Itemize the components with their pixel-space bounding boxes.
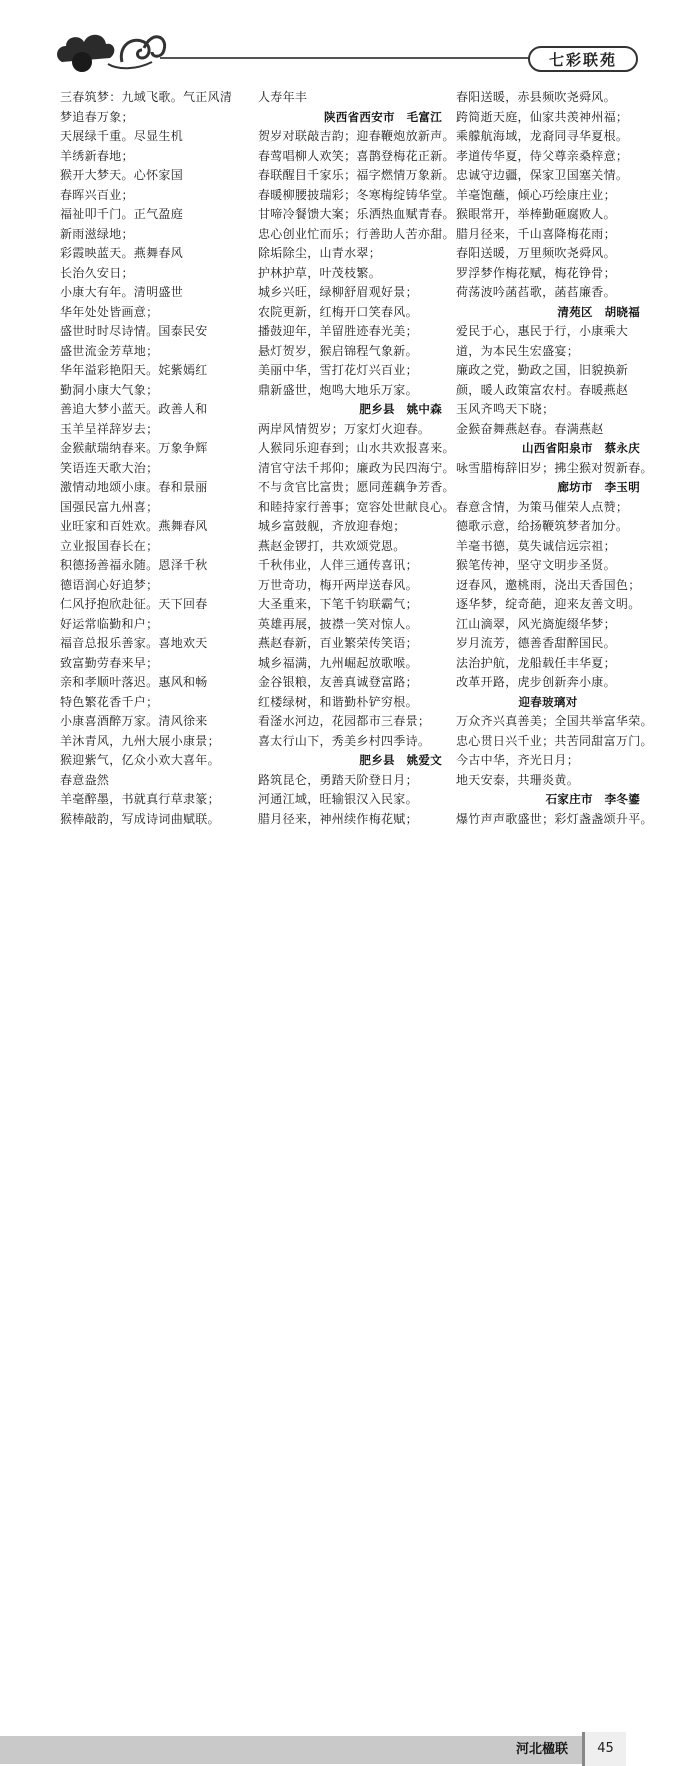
couplet-line: 羊毫饱蘸，倾心巧绘康庄业； — [456, 187, 616, 202]
couplet-line: 道，为本民生宏盛宴； — [456, 343, 580, 358]
couplet-line: 天展绿千重。尽显生机 — [60, 129, 184, 143]
author-line: 山西省阳泉市 蔡永庆 — [522, 441, 640, 455]
couplet-line: 积德扬善福永随。恩泽千秋 — [60, 558, 208, 572]
couplet-line: 猴开大梦天。心怀家国 — [60, 168, 184, 182]
couplet-line: 仁风抒抱欣赴征。天下回春 — [60, 597, 208, 611]
couplet-line: 新雨滋绿地； — [60, 226, 134, 241]
couplet-line: 两岸风情贺岁；万家灯火迎春。 — [258, 421, 431, 436]
couplet-line: 颜，暖人政策富农村。春暖燕赵 — [456, 382, 629, 397]
couplet-line: 华年溢彩艳阳天。姹紫嫣红 — [60, 363, 208, 377]
couplet-line: 万世奇功，梅开两岸送春风。 — [258, 577, 418, 592]
author-line: 肥乡县 姚中森 — [359, 402, 442, 416]
couplet-line: 不与贪官比富贵；愿同莲藕争芳香。 — [258, 480, 455, 494]
author-line: 陕西省西安市 毛富江 — [324, 109, 442, 124]
couplet-line: 羊毫醉墨，书就真行草隶篆； — [60, 792, 220, 806]
couplet-line: 城乡兴旺，绿柳舒眉观好景； — [258, 285, 418, 299]
couplet-line: 千秋伟业，人伴三通传喜讯； — [258, 558, 418, 572]
couplet-line: 春联醒目千家乐；福字燃情万象新。 — [258, 168, 455, 182]
couplet-line: 英雄再展，披襟一笑对惊人。 — [258, 616, 418, 631]
couplet-line: 大圣重来，下笔千钧联霸气； — [258, 597, 418, 611]
subheading: 迎春玻璃对 — [518, 694, 578, 709]
couplet-line: 看滏水河边，花园都市三春景； — [258, 714, 431, 728]
couplet-columns — [60, 88, 653, 858]
couplet-line: 除垢除尘，山青水翠； — [258, 246, 382, 260]
couplet-line: 羊毫书德，莫失诚信远宗祖； — [456, 538, 616, 553]
couplet-line: 今古中华，齐光日月； — [456, 753, 580, 767]
couplet-line: 清官守法千邦仰；廉政为民四海宁。 — [258, 460, 455, 475]
couplet-line: 小康大有年。清明盛世 — [60, 285, 184, 299]
couplet-line: 万众齐兴真善美；全国共举富华荣。 — [456, 714, 653, 728]
couplet-line: 江山滴翠，风光旖旎缀华梦； — [456, 616, 616, 631]
couplet-line: 农院更新，红梅开口笑春风。 — [258, 304, 418, 319]
couplet-line: 迓春风，邀桃雨，浇出天香国色； — [456, 577, 641, 592]
couplet-line: 笑语连天歌大治； — [60, 460, 159, 475]
couplet-line: 致富勤劳春来早； — [60, 655, 159, 670]
couplet-line: 国强民富九州喜； — [60, 499, 159, 514]
text-column-1 — [60, 88, 244, 829]
couplet-line: 荷荡波吟菡萏歌，菡萏廉香。 — [456, 285, 616, 299]
text-column-2 — [258, 88, 455, 829]
couplet-line: 长治久安日； — [60, 265, 134, 280]
couplet-line: 法治护航，龙船载任丰华夏； — [456, 655, 616, 670]
couplet-line: 善追大梦小蓝天。政善人和 — [60, 402, 208, 416]
page-header — [0, 0, 690, 84]
couplet-line: 好运常临勤和户； — [60, 616, 159, 631]
couplet-line: 廉政之党，勤政之国，旧貌换新 — [456, 363, 629, 377]
couplet-line: 喜太行山下，秀美乡村四季诗。 — [258, 733, 431, 748]
couplet-line: 彩霞映蓝天。燕舞春风 — [60, 246, 184, 260]
footer-bar — [0, 1736, 588, 1764]
couplet-line: 德歌示意，给扬鞭筑梦者加分。 — [456, 519, 629, 533]
couplet-line: 护林护草，叶茂枝繁。 — [258, 265, 382, 280]
author-line: 廊坊市 李玉明 — [557, 480, 640, 494]
couplet-line: 河通江域，旺输银汉入民家。 — [258, 792, 418, 806]
author-line: 肥乡县 姚爱文 — [359, 753, 442, 767]
couplet-line: 腊月径来，神州续作梅花赋； — [258, 811, 418, 826]
couplet-line: 亲和孝顺叶落迟。惠风和畅 — [60, 675, 208, 689]
couplet-line: 业旺家和百姓欢。燕舞春风 — [60, 519, 208, 533]
couplet-line: 猴笔传神，坚守文明步圣贤。 — [456, 558, 616, 572]
couplet-line: 羊沐青风，九州大展小康景； — [60, 733, 220, 748]
couplet-line: 春阳送暖，赤县频吹尧舜风。 — [456, 90, 616, 104]
couplet-line: 猴迎紫气，亿众小欢大喜年。 — [60, 753, 220, 767]
section-title-badge: 七彩联苑 — [528, 46, 638, 72]
journal-title: 河北楹联 — [516, 1742, 569, 1757]
couplet-line: 燕赵金锣打，共欢颂党恩。 — [258, 538, 406, 553]
couplet-line: 和睦持家行善事；宽容处世献良心。 — [258, 499, 455, 514]
author-line: 石家庄市 李冬鎏 — [545, 792, 640, 806]
couplet-line: 德语润心好追梦； — [60, 577, 159, 592]
couplet-line: 孝道传华夏，侍父尊亲桑梓意； — [456, 148, 629, 163]
couplet-line: 玉羊呈祥辞岁去； — [60, 421, 159, 436]
couplet-line: 乘艨航海域，龙裔同寻华夏根。 — [456, 129, 629, 143]
couplet-line: 金谷银粮，友善真诚登富路； — [258, 675, 418, 689]
couplet-line: 罗浮梦作梅花赋，梅花铮骨； — [456, 265, 616, 280]
author-line: 清苑区 胡晓福 — [557, 304, 640, 319]
couplet-line: 城乡福满，九州崛起放歌喉。 — [258, 655, 418, 670]
couplet-line: 贺岁对联敲吉韵；迎春鞭炮放新声。 — [258, 129, 455, 143]
couplet-line: 金猴奋舞燕赵春。春满燕赵 — [456, 421, 604, 436]
couplet-line: 激情动地颂小康。春和景丽 — [60, 480, 208, 494]
cloud-ornament-icon — [52, 18, 172, 82]
couplet-line: 华年处处皆画意； — [60, 304, 159, 319]
couplet-line: 盛世流金芳草地； — [60, 343, 159, 358]
couplet-line: 忠诚守边疆，保家卫国塞关情。 — [456, 168, 629, 182]
couplet-line: 三春筑梦：九域飞歌。气正风清 — [60, 90, 233, 104]
text-column-3 — [456, 88, 653, 829]
couplet-line: 春意含情，为策马催荣人点赞； — [456, 499, 629, 514]
couplet-line: 路筑昆仑，勇踏天阶登日月； — [258, 772, 418, 787]
couplet-line: 春阳送暖，万里频吹尧舜风。 — [456, 246, 616, 260]
couplet-line: 福音总报乐善家。喜地欢天 — [60, 636, 208, 650]
couplet-line: 勤洞小康大气象； — [60, 382, 159, 397]
couplet-line: 春莺唱柳人欢笑；喜鹊登梅花正新。 — [258, 148, 455, 163]
couplet-line: 播鼓迎年，羊留胜迹春光美； — [258, 324, 418, 338]
couplet-line: 美丽中华，雪打花灯兴百业； — [258, 363, 418, 377]
couplet-line: 悬灯贺岁，猴启锦程气象新。 — [258, 343, 418, 358]
couplet-line: 小康喜酒醉万家。清风徐来 — [60, 714, 208, 728]
couplet-line: 立业报国春长在； — [60, 538, 159, 553]
couplet-line: 猴棒敲韵，写成诗词曲赋联。 — [60, 811, 220, 826]
couplet-line: 城乡富鼓舰，齐放迎春炮； — [258, 519, 406, 533]
couplet-line: 羊绣新春地； — [60, 148, 134, 163]
couplet-line: 盛世时时尽诗情。国泰民安 — [60, 324, 208, 338]
couplet-line: 爱民于心，惠民于行，小康乘大 — [456, 324, 629, 338]
couplet-line: 岁月流芳，德善香甜醉国民。 — [456, 636, 616, 650]
couplet-line: 人寿年丰 — [258, 90, 308, 104]
couplet-line: 逐华梦，绽奇葩，迎来友善文明。 — [456, 597, 641, 611]
couplet-line: 甘啼冷餐馈大案；乐洒热血赋青春。 — [258, 207, 455, 221]
couplet-line: 燕赵春新，百业繁荣传笑语； — [258, 636, 418, 650]
couplet-line: 人猴同乐迎春到；山水共欢报喜来。 — [258, 441, 455, 455]
couplet-line: 跨简逝天庭，仙家共羡神州福； — [456, 109, 629, 124]
couplet-line: 福祉叩千门。正气盈庭 — [60, 207, 184, 221]
couplet-line: 忠心贯日兴千业；共苦同甜富万门。 — [456, 733, 653, 748]
couplet-line: 特色繁花香千户； — [60, 694, 159, 709]
couplet-line: 春暖柳腰披瑞彩；冬寒梅绽铸华堂。 — [258, 187, 455, 202]
page-number: 45 — [582, 1732, 626, 1766]
couplet-line: 梦追春万象； — [60, 109, 134, 124]
couplet-line: 腊月径来，千山喜降梅花雨； — [456, 226, 616, 241]
couplet-line: 金猴献瑞纳春来。万象争辉 — [60, 441, 208, 455]
couplet-line: 改革开路，虎步创新奔小康。 — [456, 675, 616, 689]
couplet-line: 玉风齐鸣天下晓； — [456, 402, 555, 416]
couplet-line: 春意盎然 — [60, 772, 110, 787]
couplet-line: 忠心创业忙而乐；行善助人苦亦甜。 — [258, 226, 455, 241]
page-footer — [0, 866, 690, 1757]
couplet-line: 春晖兴百业； — [60, 187, 134, 202]
couplet-line: 鼎新盛世，炮鸣大地乐万家。 — [258, 382, 418, 397]
couplet-line: 爆竹声声歌盛世；彩灯盏盏颂升平。 — [456, 811, 653, 826]
couplet-line: 地天安泰，共珊炎黄。 — [456, 772, 580, 787]
header-rule — [160, 57, 530, 59]
couplet-line: 红楼绿树，和谐勤朴铲穷根。 — [258, 694, 418, 709]
couplet-line: 咏雪腊梅辞旧岁；拂尘猴对贺新春。 — [456, 460, 653, 475]
couplet-line: 猴眼常开，举棒勤砸腐败人。 — [456, 207, 616, 221]
